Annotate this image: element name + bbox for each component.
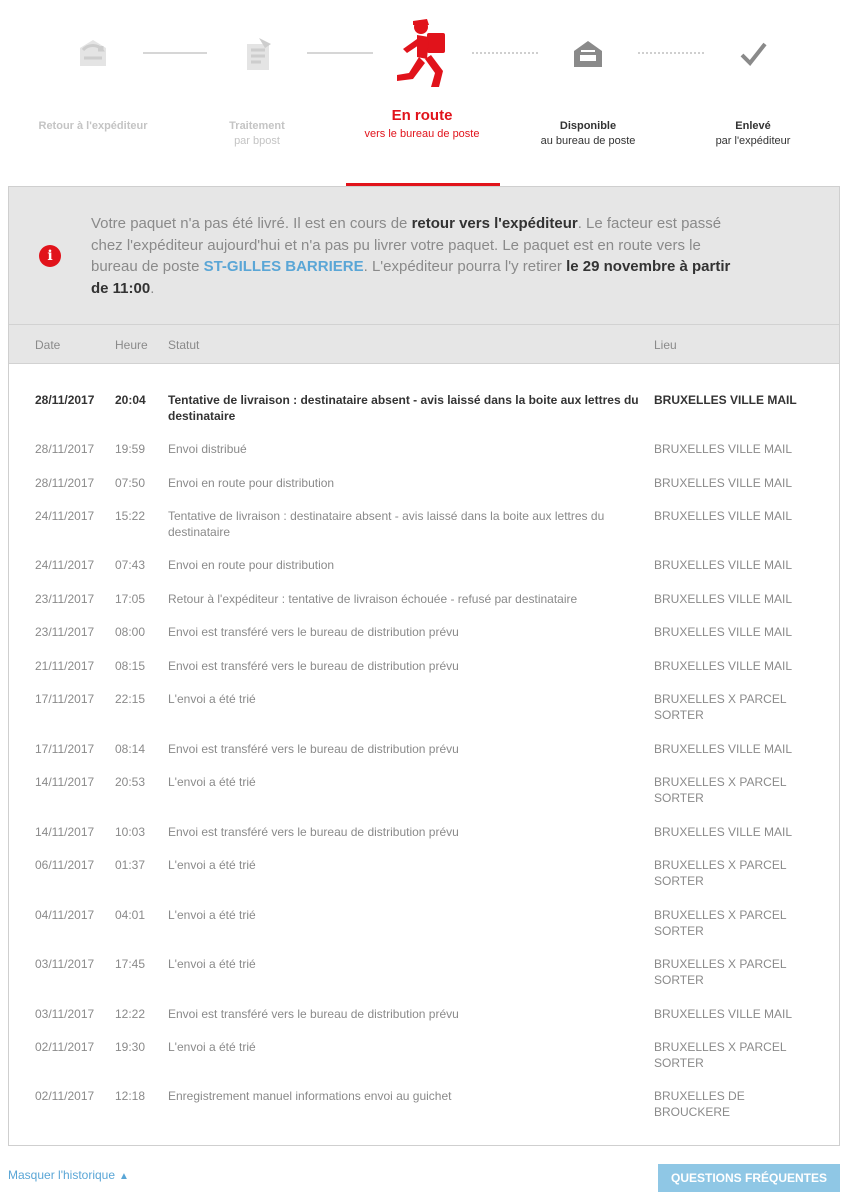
cell-status: L'envoi a été trié — [168, 775, 256, 789]
courier-running-icon — [390, 14, 456, 94]
cell-place: BRUXELLES VILLE MAIL — [654, 393, 797, 407]
cell-place: BRUXELLES X PARCEL SORTER — [654, 692, 787, 722]
cell-status: Envoi en route pour distribution — [168, 558, 335, 572]
cell-time: 07:50 — [115, 476, 146, 490]
col-place: Lieu — [654, 338, 677, 352]
col-date: Date — [35, 338, 61, 352]
cell-time: 08:15 — [115, 659, 146, 673]
cell-status: L'envoi a été trié — [168, 908, 256, 922]
cell-place: BRUXELLES VILLE MAIL — [654, 625, 793, 639]
cell-status: Retour à l'expéditeur : tentative de livraison échouée - refusé par destinataire — [168, 592, 578, 606]
cell-time: 10:03 — [115, 825, 146, 839]
post-office-link[interactable]: ST-GILLES BARRIERE — [203, 258, 364, 275]
cell-place: BRUXELLES VILLE MAIL — [654, 825, 793, 839]
cell-place: BRUXELLES DE BROUCKERE — [654, 1089, 745, 1119]
cell-date: 02/11/2017 — [35, 1040, 95, 1054]
step-available — [518, 119, 658, 149]
faq-button[interactable]: QUESTIONS FRÉQUENTES — [658, 1164, 840, 1192]
alert-text-part: . Le facteur est passé chez l'expéditeur aujourd'hui et n'a pas pu livrer votre paquet. Le paquet est en route vers le bureau de poste — [91, 215, 722, 275]
cell-status: L'envoi a été trié — [168, 957, 256, 971]
step-return — [23, 119, 163, 134]
cell-place: BRUXELLES VILLE MAIL — [654, 742, 793, 756]
chevron-up-icon: ▲ — [119, 1171, 129, 1182]
alert-text-part: . — [150, 279, 155, 297]
alert-text-part: Votre paquet n'a pas été livré. Il est en cours de — [91, 215, 412, 232]
cell-time: 20:53 — [115, 775, 146, 789]
cell-time: 08:00 — [115, 625, 146, 639]
cell-date: 23/11/2017 — [35, 625, 95, 639]
cell-status: Envoi en route pour distribution — [168, 476, 335, 490]
step-subtitle: au bureau de poste — [540, 135, 636, 147]
cell-status: Envoi est transféré vers le bureau de distribution prévu — [168, 1007, 459, 1021]
cell-time: 17:45 — [115, 957, 146, 971]
cell-status: L'envoi a été trié — [168, 1040, 256, 1054]
cell-place: BRUXELLES VILLE MAIL — [654, 558, 793, 572]
cell-date: 04/11/2017 — [35, 908, 95, 922]
step-title: Enlevé — [735, 120, 771, 132]
cell-place: BRUXELLES VILLE MAIL — [654, 509, 793, 523]
step-connector — [143, 52, 207, 54]
checkmark-icon — [733, 34, 773, 74]
status-message — [91, 213, 751, 299]
cell-time: 17:05 — [115, 592, 146, 606]
cell-date: 24/11/2017 — [35, 558, 95, 572]
cell-status: Tentative de livraison : destinataire absent - avis laissé dans la boite aux lettres du destinataire — [168, 393, 639, 423]
cell-time: 01:37 — [115, 858, 146, 872]
step-subtitle: vers le bureau de poste — [364, 128, 480, 140]
cell-place: BRUXELLES VILLE MAIL — [654, 592, 793, 606]
col-status: Statut — [168, 338, 200, 352]
hide-history-link[interactable] — [8, 1168, 129, 1182]
cell-date: 06/11/2017 — [35, 858, 95, 872]
step-en-route — [357, 106, 487, 142]
cell-date: 28/11/2017 — [35, 393, 95, 407]
cell-place: BRUXELLES X PARCEL SORTER — [654, 908, 787, 938]
cell-date: 14/11/2017 — [35, 775, 95, 789]
cell-time: 07:43 — [115, 558, 146, 572]
cell-date: 14/11/2017 — [35, 825, 95, 839]
hide-history-label: Masquer l'historique — [8, 1168, 116, 1182]
cell-time: 19:30 — [115, 1040, 146, 1054]
step-processing — [187, 119, 327, 149]
cell-status: L'envoi a été trié — [168, 692, 256, 706]
cell-time: 08:14 — [115, 742, 146, 756]
cell-time: 19:59 — [115, 442, 146, 456]
post-office-icon — [568, 34, 608, 74]
cell-place: BRUXELLES X PARCEL SORTER — [654, 957, 787, 987]
cell-time: 15:22 — [115, 509, 146, 523]
step-title: En route — [391, 107, 453, 124]
step-subtitle: par l'expéditeur — [715, 135, 791, 147]
cell-time: 12:22 — [115, 1007, 146, 1021]
cell-time: 04:01 — [115, 908, 146, 922]
return-icon — [73, 34, 113, 74]
cell-date: 02/11/2017 — [35, 1089, 95, 1103]
alert-pickup-date: le 29 novembre à partir de 11:00 — [91, 258, 731, 297]
cell-status: Envoi est transféré vers le bureau de distribution prévu — [168, 742, 459, 756]
cell-date: 17/11/2017 — [35, 692, 95, 706]
cell-place: BRUXELLES X PARCEL SORTER — [654, 858, 787, 888]
cell-status: Envoi est transféré vers le bureau de distribution prévu — [168, 659, 459, 673]
cell-place: BRUXELLES VILLE MAIL — [654, 1007, 793, 1021]
step-title: Traitement — [229, 120, 285, 132]
alert-text-part: . L'expéditeur pourra l'y retirer — [363, 258, 567, 275]
cell-time: 20:04 — [115, 393, 146, 407]
cell-place: BRUXELLES X PARCEL SORTER — [654, 775, 787, 805]
cell-status: L'envoi a été trié — [168, 858, 256, 872]
cell-time: 12:18 — [115, 1089, 146, 1103]
step-title: Retour à l'expéditeur — [38, 120, 148, 132]
cell-status: Enregistrement manuel informations envoi au guichet — [168, 1089, 452, 1103]
status-alert — [9, 187, 839, 325]
step-connector — [638, 52, 704, 54]
cell-status: Envoi est transféré vers le bureau de distribution prévu — [168, 825, 459, 839]
cell-time: 22:15 — [115, 692, 146, 706]
step-connector — [307, 52, 373, 54]
history-table-header — [9, 325, 839, 364]
cell-place: BRUXELLES VILLE MAIL — [654, 659, 793, 673]
cell-date: 28/11/2017 — [35, 442, 95, 456]
cell-date: 24/11/2017 — [35, 509, 95, 523]
cell-date: 17/11/2017 — [35, 742, 95, 756]
cell-date: 03/11/2017 — [35, 957, 95, 971]
alert-return-status: retour vers l'expéditeur — [411, 215, 578, 232]
info-icon: i — [39, 245, 61, 267]
cell-date: 03/11/2017 — [35, 1007, 95, 1021]
tracking-steps — [0, 0, 852, 188]
cell-date: 21/11/2017 — [35, 659, 95, 673]
cell-place: BRUXELLES VILLE MAIL — [654, 476, 793, 490]
cell-status: Envoi est transféré vers le bureau de distribution prévu — [168, 625, 459, 639]
col-time: Heure — [115, 338, 148, 352]
cell-status: Tentative de livraison : destinataire absent - avis laissé dans la boite aux lettres du destinataire — [168, 509, 605, 539]
step-subtitle: par bpost — [234, 135, 280, 147]
cell-status: Envoi distribué — [168, 442, 247, 456]
cell-place: BRUXELLES X PARCEL SORTER — [654, 1040, 787, 1070]
processing-icon — [238, 34, 278, 74]
step-connector — [472, 52, 538, 54]
tracking-panel — [8, 186, 840, 1146]
cell-date: 28/11/2017 — [35, 476, 95, 490]
cell-date: 23/11/2017 — [35, 592, 95, 606]
cell-place: BRUXELLES VILLE MAIL — [654, 442, 793, 456]
step-picked-up — [683, 119, 823, 149]
step-title: Disponible — [559, 120, 617, 132]
